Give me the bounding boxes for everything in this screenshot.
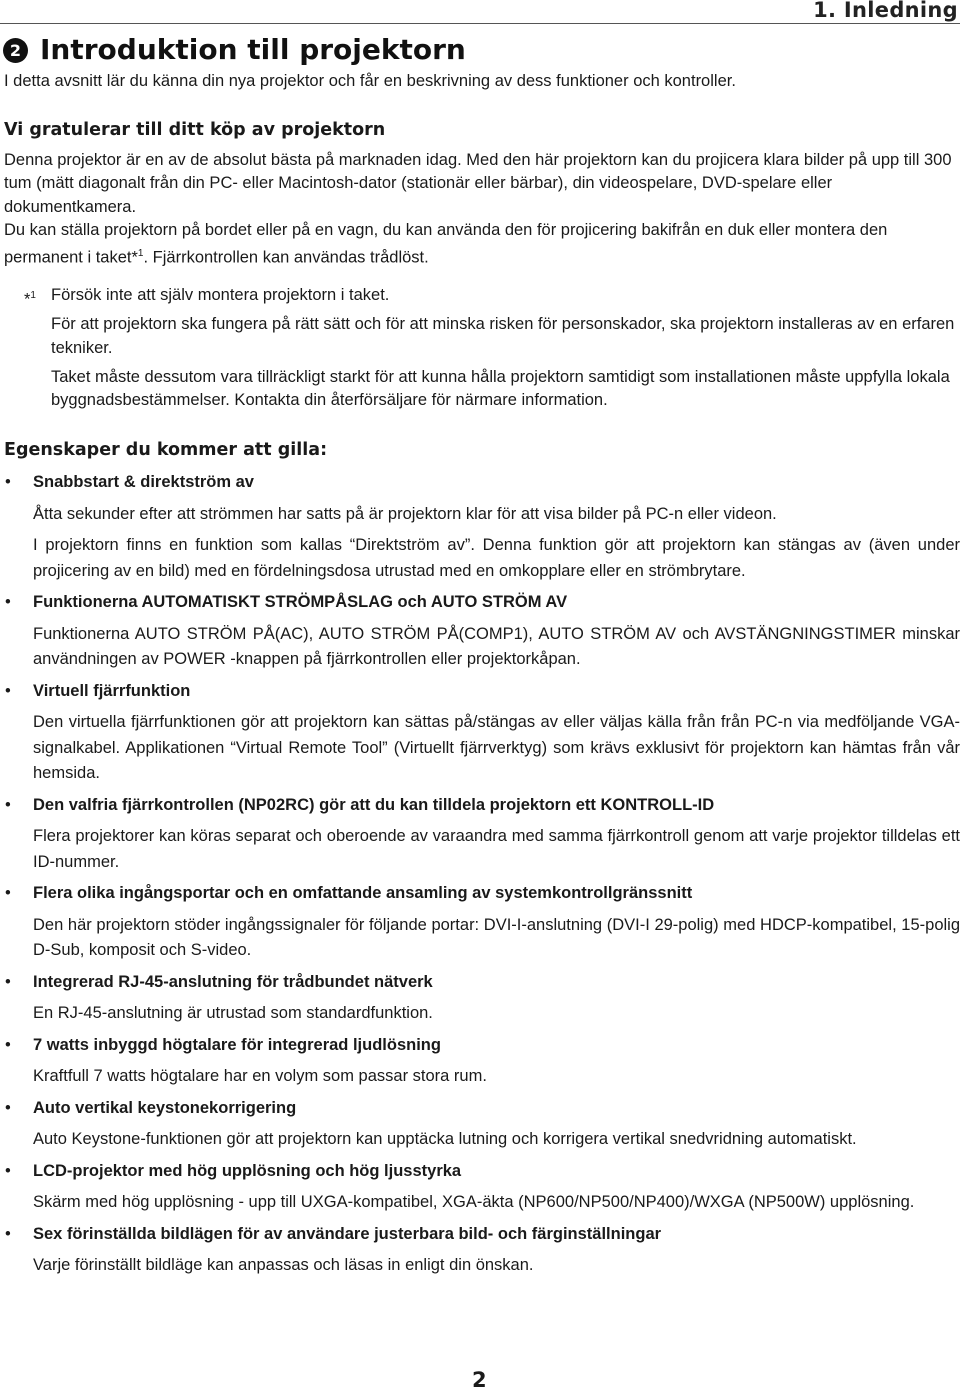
feature-title: Flera olika ingångsportar och en omfattande ansamling av systemkontrollgränssnitt — [33, 884, 693, 902]
congrats-paragraph-text: Du kan ställa projektorn på bordet eller på en vagn, du kan använda den för projicering bakifrån en duk eller montera den permanent i taket* — [4, 220, 888, 267]
feature-item — [0, 470, 960, 584]
congrats-heading: Vi gratulerar till ditt köp av projektorn — [4, 120, 386, 140]
feature-list — [0, 470, 960, 1285]
feature-description: Åtta sekunder efter att strömmen har satts på är projektorn klar för att visa bilder på PC-n eller videon. — [33, 504, 777, 523]
chapter-header: 1. Inledning — [813, 0, 958, 22]
header-rule — [0, 23, 960, 24]
bullet-icon: • — [5, 1161, 11, 1180]
footnote-line: För att projektorn ska fungera på rätt sätt och för att minska risken för personskador, ska projektorn installeras av en erfaren tekniker. — [51, 315, 955, 357]
feature-description: En RJ-45-anslutning är utrustad som standardfunktion. — [33, 1004, 433, 1022]
feature-description: Flera projektorer kan köras separat och oberoende av varaandra med samma fjärrkontroll genom att varje projektor tilldelas ett ID-nummer. — [33, 827, 960, 871]
footnote-number: 1 — [30, 290, 36, 301]
feature-item — [0, 1159, 960, 1216]
feature-description: Den här projektorn stöder ingångssignaler för följande portar: DVI-I-anslutning (DVI-I 29-polig) med HDCP-kompatibel, 15-polig D-Sub, komposit och S-video. — [33, 915, 960, 959]
feature-title: 7 watts inbyggd högtalare för integrerad ljudlösning — [33, 1035, 441, 1054]
feature-item — [0, 590, 960, 673]
feature-description: Kraftfull 7 watts högtalare har en volym som passar stora rum. — [33, 1067, 487, 1085]
footnote-asterisk: * — [24, 290, 31, 309]
bullet-icon: • — [5, 681, 11, 700]
footnote-line: Taket måste dessutom vara tillräckligt starkt för att kunna hålla projektorn samtidigt som installationen måste uppfylla lokala byggnadsbestämmelser. Kontakta din återförsäljare för närmare information. — [51, 367, 950, 410]
feature-description: Varje förinställt bildläge kan anpassas och läsas in enligt din önskan. — [33, 1256, 534, 1274]
feature-item — [0, 793, 960, 876]
congrats-paragraph: Denna projektor är en av de absolut bästa på marknaden idag. Med den här projektorn kan du projicera klara bilder på upp till 300 tum (mätt diagonalt från din PC- eller Macintosh-dator (stationär eller bärbar), din videospelare, DVD-spelare eller dokumentkamera. — [4, 151, 952, 216]
congrats-paragraph — [4, 219, 959, 270]
feature-title: LCD-projektor med hög upplösning och hög ljusstyrka — [33, 1161, 462, 1180]
feature-title: Funktionerna AUTOMATISKT STRÖMPÅSLAG och AUTO STRÖM AV — [33, 593, 568, 611]
feature-item — [0, 1096, 960, 1153]
bullet-icon: • — [5, 1098, 11, 1117]
bullet-icon: • — [5, 884, 11, 902]
feature-description: Den virtuella fjärrfunktionen gör att projektorn kan sättas på/stängas av eller väljas källa från från PC-n via medföljande VGA-signalkabel. Applikationen “Virtual Remote Tool” (Virtuellt fjärrverktyg) som krävs exklusivt för projektorn kan hämtas från vår hemsida. — [33, 713, 960, 782]
bullet-icon: • — [5, 593, 11, 611]
bullet-icon: • — [5, 795, 11, 814]
feature-title: Den valfria fjärrkontrollen (NP02RC) gör att du kan tilldela projektorn ett KONTROLL-ID — [33, 795, 715, 814]
feature-title: Integrerad RJ-45-anslutning för trådbundet nätverk — [33, 972, 433, 991]
bullet-icon: • — [5, 972, 11, 991]
page-number: 2 — [472, 1368, 487, 1392]
intro-text: I detta avsnitt lär du känna din nya projektor och får en beskrivning av dess funktioner och kontroller. — [4, 72, 736, 90]
footnote-ref: 1 — [137, 248, 144, 260]
features-heading: Egenskaper du kommer att gilla: — [4, 440, 328, 460]
bullet-icon: • — [5, 1224, 11, 1243]
feature-item — [0, 1033, 960, 1090]
bullet-icon: • — [5, 1035, 11, 1054]
feature-description: I projektorn finns en funktion som kallas “Direktström av”. Denna funktion gör att projektorn kan stängas av (även under projicering av en bild) med en fördelningsdosa utrustad med en omkopplare eller en strömbrytare. — [33, 536, 960, 580]
feature-title: Snabbstart & direktström av — [33, 473, 254, 491]
congrats-body — [4, 149, 959, 270]
page-title-text: Introduktion till projektorn — [40, 33, 466, 66]
feature-item — [0, 679, 960, 787]
section-number-badge: 2 — [3, 38, 28, 63]
feature-description: Skärm med hög upplösning - upp till UXGA-kompatibel, XGA-äkta (NP600/NP500/NP400)/WXGA (NP500W) upplösning. — [33, 1193, 915, 1211]
feature-title: Sex förinställda bildlägen för av användare justerbara bild- och färginställningar — [33, 1224, 662, 1243]
feature-item — [0, 1222, 960, 1279]
feature-title: Auto vertikal keystonekorrigering — [33, 1098, 297, 1117]
footnote-line: Försök inte att själv montera projektorn i taket. — [51, 286, 390, 304]
feature-item — [0, 881, 960, 964]
bullet-icon: • — [5, 473, 11, 491]
feature-description: Auto Keystone-funktionen gör att projektorn kan upptäcka lutning och korrigera vertikal snedvridning automatiskt. — [33, 1130, 857, 1148]
congrats-paragraph-text: . Fjärrkontrollen kan användas trådlöst. — [143, 248, 429, 267]
feature-item — [0, 970, 960, 1027]
page-title — [3, 33, 466, 66]
footnote-marker — [24, 284, 36, 312]
feature-title: Virtuell fjärrfunktion — [33, 681, 191, 700]
feature-description: Funktionerna AUTO STRÖM PÅ(AC), AUTO STRÖM PÅ(COMP1), AUTO STRÖM AV och AVSTÄNGNINGSTIMER minskar användningen av POWER -knappen på fjärrkontrollen eller projektorkåpan. — [33, 624, 960, 668]
footnote-block — [24, 284, 959, 412]
